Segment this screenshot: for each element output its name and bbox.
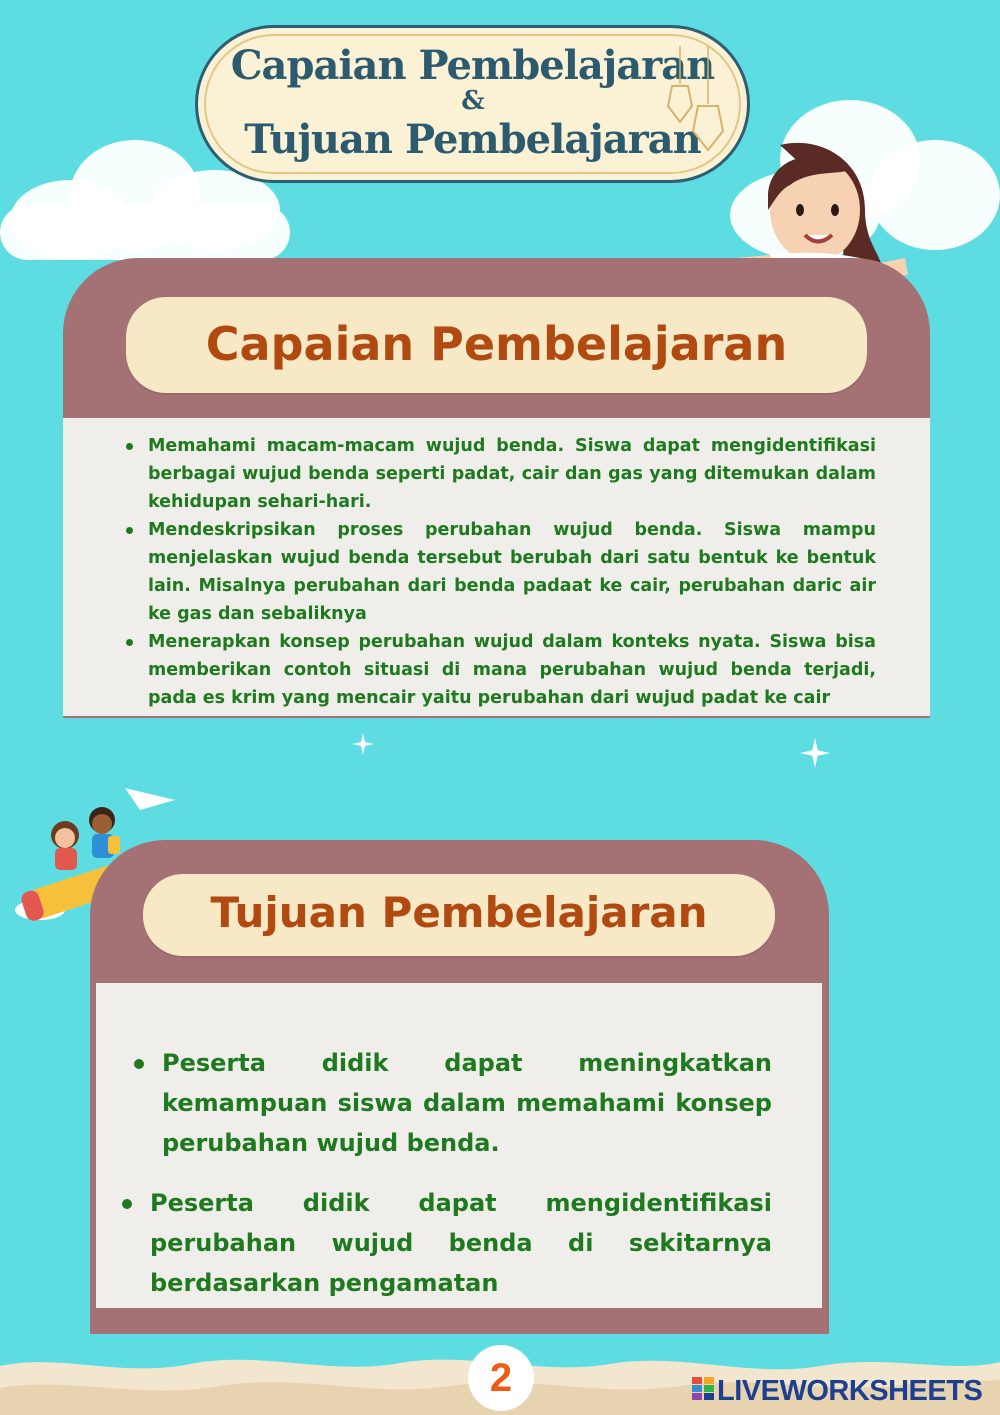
bullet-icon: [134, 1059, 144, 1069]
tujuan-heading: Tujuan Pembelajaran: [210, 888, 708, 937]
tujuan-content-area: [96, 983, 822, 1308]
list-item: [124, 432, 876, 516]
sparkle-icon: [800, 738, 830, 768]
tujuan-heading-pill: [143, 874, 775, 956]
tujuan-list: [126, 1043, 772, 1303]
page-number-badge: [468, 1345, 534, 1411]
tujuan-item-1: Peserta didik dapat meningkatkan kemampuan siswa dalam memahami konsep perubahan wujud benda.: [162, 1049, 772, 1157]
title-line-1: Capaian Pembelajaran: [230, 42, 715, 89]
title-line-2: Tujuan Pembelajaran: [244, 116, 701, 163]
brand-logo[interactable]: [692, 1373, 982, 1409]
capaian-heading: Capaian Pembelajaran: [205, 317, 788, 371]
bullet-icon: [126, 443, 133, 450]
capaian-list: [124, 432, 876, 712]
capaian-heading-pill: [126, 297, 867, 393]
capaian-item-2: Mendeskripsikan proses perubahan wujud benda. Siswa mampu menjelaskan wujud benda tersebut berubah dari satu bentuk ke bentuk lain. Misalnya perubahan dari benda padaat ke cair, perubahan daric air ke gas dan sebaliknya: [148, 520, 876, 624]
list-item: [126, 1183, 772, 1303]
bullet-icon: [126, 527, 133, 534]
liveworksheets-logo-icon: [692, 1377, 714, 1401]
page-number: 2: [489, 1356, 513, 1400]
brand-name: LIVEWORKSHEETS: [717, 1375, 983, 1407]
capaian-item-1: Memahami macam-macam wujud benda. Siswa dapat mengidentifikasi berbagai wujud benda seperti padat, cair dan gas yang ditemukan dalam kehidupan sehari-hari.: [148, 436, 876, 512]
tujuan-item-2: Peserta didik dapat mengidentifikasi perubahan wujud benda di sekitarnya berdasarkan pengamatan: [150, 1189, 772, 1297]
list-item: [126, 1043, 772, 1163]
list-item: [124, 628, 876, 712]
bullet-icon: [122, 1199, 132, 1209]
capaian-content-area: [63, 418, 930, 716]
list-item: [124, 516, 876, 628]
sparkle-icon: [352, 733, 374, 755]
capaian-item-3: Menerapkan konsep perubahan wujud dalam konteks nyata. Siswa bisa memberikan contoh situasi di mana perubahan wujud benda terjadi, pada es krim yang mencair yaitu perubahan dari wujud padat ke cair: [148, 632, 876, 708]
title-ampersand: &: [461, 86, 484, 116]
bullet-icon: [126, 639, 133, 646]
